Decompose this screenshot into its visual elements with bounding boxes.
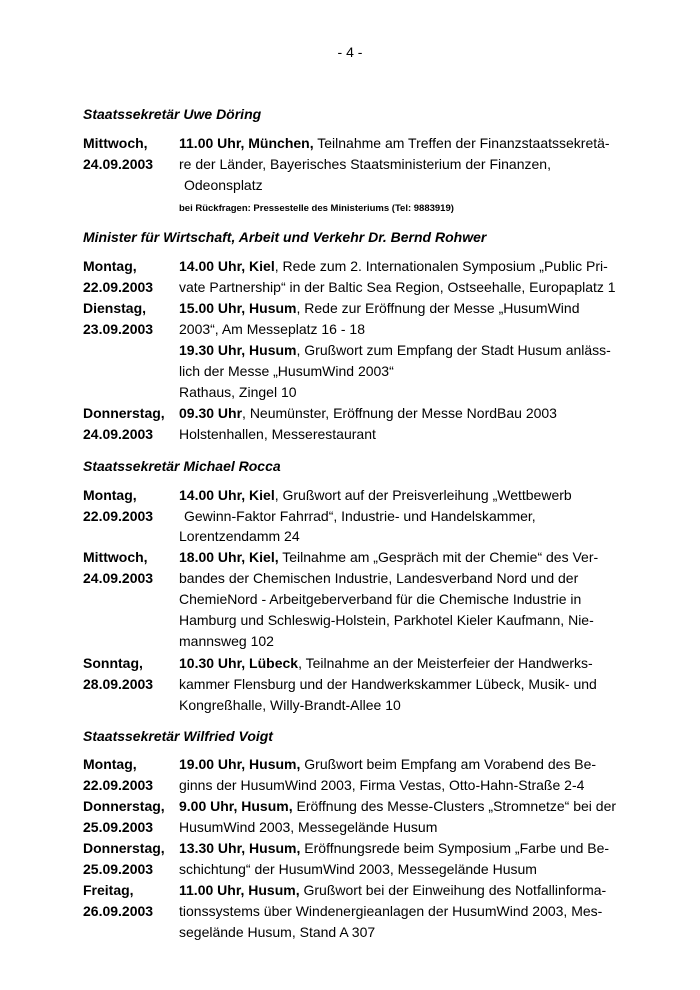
- entry-text: Rathaus, Zingel 10: [179, 384, 297, 400]
- entry-description: , Grußwort auf der Preisverleihung „Wettbewerb: [274, 487, 572, 503]
- entry-date: 28.09.2003: [83, 676, 154, 692]
- entry-description: Grußwort beim Empfang am Vorabend des Be-: [300, 756, 597, 772]
- entry-text: segelände Husum, Stand A 307: [179, 924, 376, 940]
- section-title: Staatssekretär Wilfried Voigt: [83, 728, 273, 744]
- entry-text: Odeonsplatz: [184, 177, 263, 193]
- entry-text: kammer Flensburg und der Handwerkskammer Lübeck, Musik- und: [179, 676, 597, 692]
- entry-text: Holstenhallen, Messerestaurant: [179, 426, 376, 442]
- entry-text: Kongreßhalle, Willy-Brandt-Allee 10: [179, 697, 401, 713]
- entry-time-place: 14.00 Uhr, Kiel: [179, 258, 275, 274]
- entry-text: [179, 341, 611, 359]
- entry-description: , Neumünster, Eröffnung der Messe NordBau 2003: [242, 405, 557, 421]
- entry-description: Eröffnungsrede beim Symposium „Farbe und Be-: [300, 840, 610, 856]
- entry-text: schichtung“ der HusumWind 2003, Messegelände Husum: [179, 861, 537, 877]
- entry-text: Lorentzendamm 24: [179, 528, 300, 544]
- entry-text: [179, 548, 598, 566]
- entry-description: , Grußwort zum Empfang der Stadt Husum anläss-: [296, 342, 611, 358]
- entry-date: 24.09.2003: [83, 156, 154, 172]
- entry-date: Sonntag,: [83, 655, 143, 671]
- entry-date: Donnerstag,: [83, 798, 165, 814]
- entry-text: Hamburg und Schleswig-Holstein, Parkhotel Kieler Kaufmann, Nie-: [179, 612, 594, 628]
- entry-time-place: 15.00 Uhr, Husum: [179, 300, 297, 316]
- entry-time-place: 19.00 Uhr, Husum,: [179, 756, 301, 772]
- entry-text: [179, 134, 610, 152]
- entry-date: 23.09.2003: [83, 321, 154, 337]
- entry-description: Teilnahme am „Gespräch mit der Chemie“ des Ver-: [278, 549, 599, 565]
- entry-date: 22.09.2003: [83, 279, 154, 295]
- entry-date: 22.09.2003: [83, 508, 154, 524]
- entry-text: re der Länder, Bayerisches Staatsministerium der Finanzen,: [179, 156, 551, 172]
- entry-time-place: 9.00 Uhr, Husum,: [179, 798, 293, 814]
- section-title: Minister für Wirtschaft, Arbeit und Verkehr Dr. Bernd Rohwer: [83, 229, 487, 245]
- entry-text: mannsweg 102: [179, 633, 274, 649]
- entry-description: , Rede zum 2. Internationalen Symposium „Public Pri-: [274, 258, 608, 274]
- entry-time-place: 14.00 Uhr, Kiel: [179, 487, 275, 503]
- entry-text: HusumWind 2003, Messegelände Husum: [179, 819, 438, 835]
- entry-text: [179, 257, 608, 275]
- entry-time-place: 09.30 Uhr: [179, 405, 243, 421]
- entry-date: Mittwoch,: [83, 549, 148, 565]
- entry-text: [179, 299, 579, 317]
- entry-date: 24.09.2003: [83, 426, 154, 442]
- entry-text: [179, 404, 557, 422]
- entry-description: , Teilnahme an der Meisterfeier der Handwerks-: [298, 655, 593, 671]
- entry-date: Freitag,: [83, 882, 134, 898]
- entry-date: Dienstag,: [83, 300, 147, 316]
- entry-text: vate Partnership“ in der Baltic Sea Region, Ostseehalle, Europaplatz 1: [179, 279, 616, 295]
- entry-date: Montag,: [83, 487, 137, 503]
- entry-time-place: 11.00 Uhr, München,: [179, 135, 314, 151]
- entry-text: [179, 839, 609, 857]
- entry-date: Donnerstag,: [83, 405, 165, 421]
- entry-date: Montag,: [83, 756, 137, 772]
- entry-date: Montag,: [83, 258, 137, 274]
- section-title: Staatssekretär Uwe Döring: [83, 106, 262, 122]
- entry-time-place: 10.30 Uhr, Lübeck: [179, 655, 299, 671]
- entry-text: ChemieNord - Arbeitgeberverband für die Chemische Industrie in: [179, 591, 582, 607]
- entry-description: Eröffnung des Messe-Clusters „Stromnetze“ bei der: [292, 798, 617, 814]
- entry-text: lich der Messe „HusumWind 2003“: [179, 363, 394, 379]
- entry-time-place: 19.30 Uhr, Husum: [179, 342, 297, 358]
- section-title: Staatssekretär Michael Rocca: [83, 458, 281, 474]
- entry-text: 2003“, Am Messeplatz 16 - 18: [179, 321, 365, 337]
- entry-description: , Rede zur Eröffnung der Messe „HusumWind: [296, 300, 580, 316]
- entry-date: Mittwoch,: [83, 135, 148, 151]
- entry-text: Gewinn-Faktor Fahrrad“, Industrie- und Handelskammer,: [184, 508, 536, 524]
- page-number: - 4 -: [337, 44, 363, 60]
- entry-date: 26.09.2003: [83, 903, 154, 919]
- entry-text: ginns der HusumWind 2003, Firma Vestas, Otto-Hahn-Straße 2-4: [179, 777, 585, 793]
- entry-date: 24.09.2003: [83, 570, 154, 586]
- entry-text: [179, 755, 596, 773]
- entry-text: [179, 797, 616, 815]
- entry-time-place: 11.00 Uhr, Husum,: [179, 882, 300, 898]
- entry-time-place: 18.00 Uhr, Kiel,: [179, 549, 279, 565]
- entry-description: Teilnahme am Treffen der Finanzstaatssekretä-: [313, 135, 610, 151]
- entry-text: bandes der Chemischen Industrie, Landesverband Nord und der: [179, 570, 579, 586]
- entry-description: Grußwort bei der Einweihung des Notfallinforma-: [299, 882, 607, 898]
- entry-text: [179, 654, 593, 672]
- entry-date: 25.09.2003: [83, 861, 154, 877]
- entry-date: 22.09.2003: [83, 777, 154, 793]
- entry-time-place: 13.30 Uhr, Husum,: [179, 840, 301, 856]
- entry-text: [179, 486, 572, 504]
- entry-date: 25.09.2003: [83, 819, 154, 835]
- entry-text: tionssystems über Windenergieanlagen der HusumWind 2003, Mes-: [179, 903, 603, 919]
- entry-date: Donnerstag,: [83, 840, 165, 856]
- contact-note: bei Rückfragen: Pressestelle des Ministeriums (Tel: 9883919): [179, 203, 454, 214]
- entry-text: [179, 881, 606, 899]
